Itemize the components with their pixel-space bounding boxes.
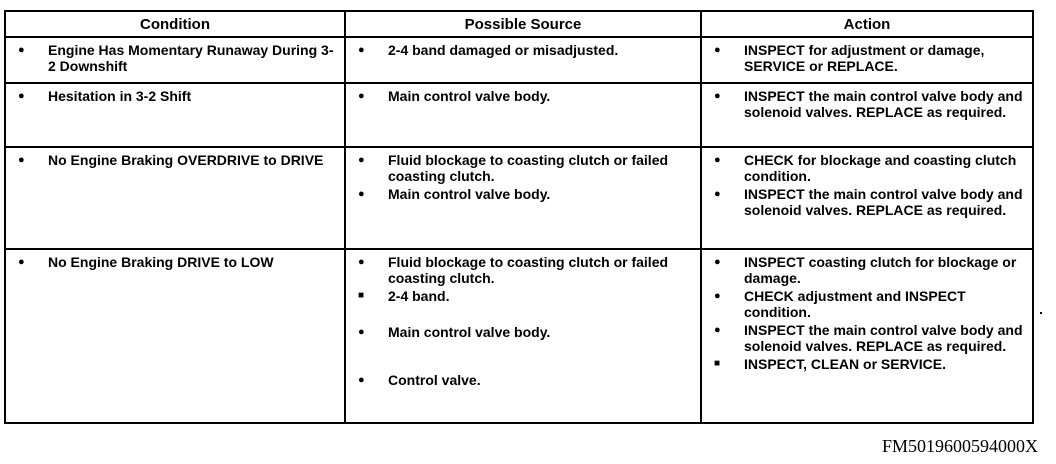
header-source: Possible Source — [345, 11, 701, 37]
header-row — [5, 11, 1033, 37]
table-row — [5, 37, 1033, 83]
figure-code: FM5019600594000X — [881, 436, 1038, 456]
action-item: ● INSPECT for adjustment or damage, SERVICE or REPLACE. — [714, 42, 1026, 74]
action-item: ● CHECK adjustment and INSPECT condition. — [714, 288, 1026, 320]
condition-item: ● No Engine Braking DRIVE to LOW — [18, 254, 338, 270]
action-item: ■ INSPECT, CLEAN or SERVICE. — [714, 356, 1026, 372]
action-item: ● INSPECT coasting clutch for blockage or damage. — [714, 254, 1026, 286]
table-row — [5, 249, 1033, 423]
source-item: ■ 2-4 band. — [358, 288, 694, 304]
action-item: ● INSPECT the main control valve body and solenoid valves. REPLACE as required. — [714, 88, 1026, 120]
diagnosis-table — [4, 10, 1034, 424]
source-item: ● Main control valve body. — [358, 88, 694, 104]
condition-item: ● Hesitation in 3-2 Shift — [18, 88, 338, 104]
source-item: ● Fluid blockage to coasting clutch or failed coasting clutch. — [358, 152, 694, 184]
source-item: ● Fluid blockage to coasting clutch or failed coasting clutch. — [358, 254, 694, 286]
source-item: ● 2-4 band damaged or misadjusted. — [358, 42, 694, 58]
scan-mark — [1040, 312, 1042, 314]
source-item: ● Main control valve body. — [358, 324, 694, 340]
condition-item: ● No Engine Braking OVERDRIVE to DRIVE — [18, 152, 338, 168]
condition-item: ● Engine Has Momentary Runaway During 3-2 Downshift — [18, 42, 338, 74]
source-item: ● Main control valve body. — [358, 186, 694, 202]
header-action: Action — [701, 11, 1033, 37]
action-item: ● INSPECT the main control valve body and solenoid valves. REPLACE as required. — [714, 322, 1026, 354]
action-item: ● INSPECT the main control valve body and solenoid valves. REPLACE as required. — [714, 186, 1026, 218]
action-item: ● CHECK for blockage and coasting clutch condition. — [714, 152, 1026, 184]
table-row — [5, 83, 1033, 147]
source-item: ● Control valve. — [358, 372, 694, 388]
header-condition: Condition — [5, 11, 345, 37]
table-row — [5, 147, 1033, 249]
